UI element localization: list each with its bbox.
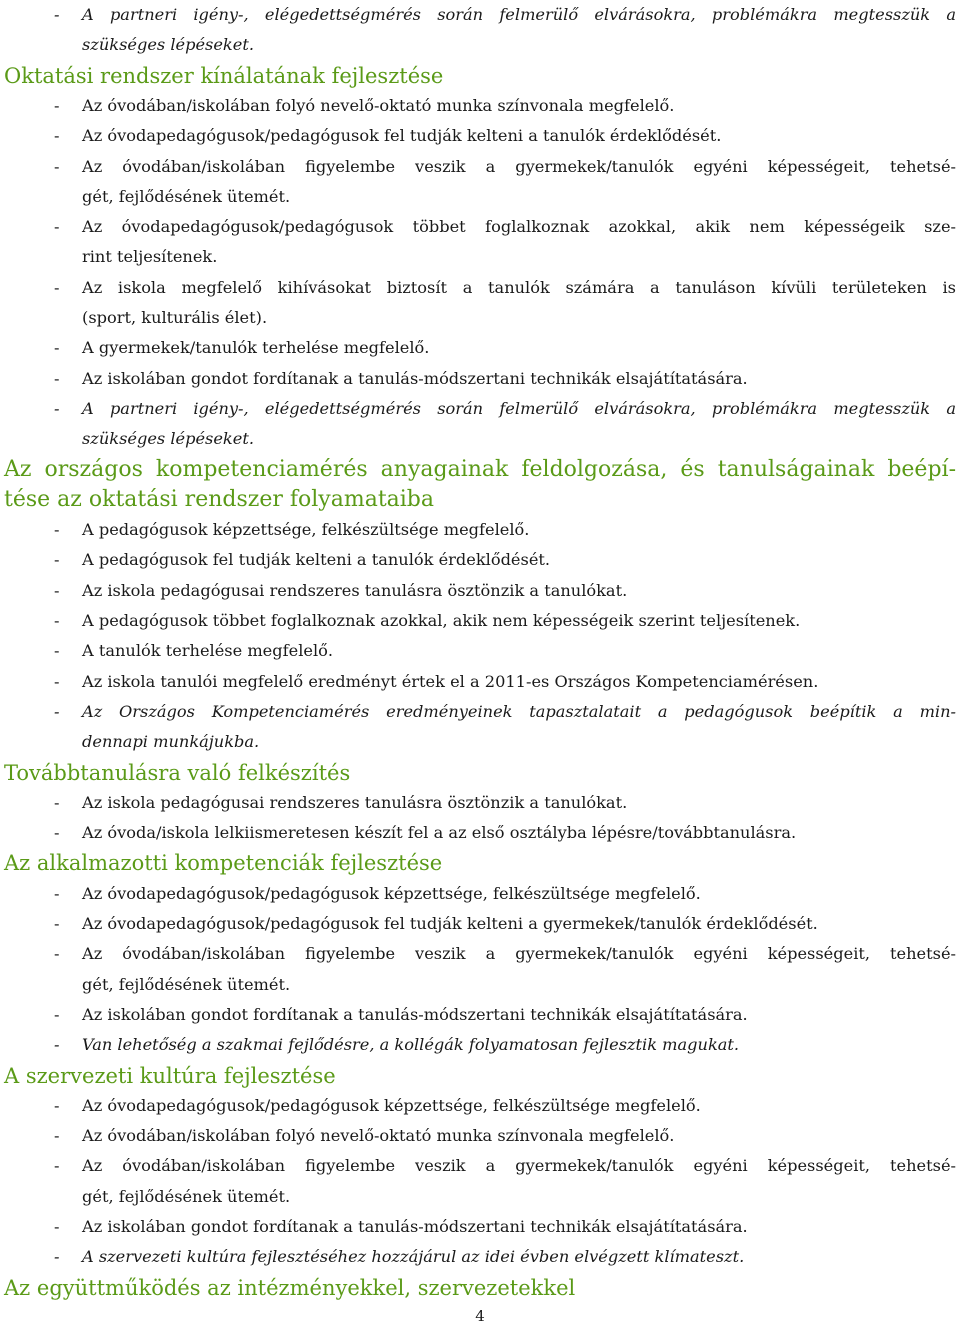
- list-item-continuation: [0, 242, 960, 272]
- bullet-dash: -: [54, 914, 60, 933]
- bullet-dash: -: [54, 581, 60, 600]
- section-heading: Az együttműködés az intézményekkel, szervezetekkel: [4, 1276, 576, 1300]
- section-heading: Oktatási rendszer kínálatának fejlesztése: [4, 64, 444, 88]
- list-item-text: A gyermekek/tanulók terhelése megfelelő.: [82, 338, 430, 357]
- list-item: [0, 394, 960, 424]
- list-item-text: Az iskola pedagógusai rendszeres tanulásra ösztönzik a tanulókat.: [82, 581, 628, 600]
- bullet-dash: -: [54, 793, 60, 812]
- list-item-text: A szervezeti kultúra fejlesztéséhez hozzájárul az idei évben elvégzett klímateszt.: [82, 1247, 745, 1266]
- list-item-continuation: [0, 1182, 960, 1212]
- list-item-text: Az óvodapedagógusok/pedagógusok többet foglalkoznak azokkal, akik nem képességeik sze-: [82, 217, 956, 236]
- bullet-dash: -: [54, 1156, 60, 1175]
- list-item-continuation: [0, 727, 960, 757]
- list-item-text: Az iskola pedagógusai rendszeres tanulásra ösztönzik a tanulókat.: [82, 793, 628, 812]
- bullet-dash: -: [54, 96, 60, 115]
- bullet-dash: -: [54, 5, 60, 24]
- page-number: 4: [475, 1307, 485, 1325]
- list-item: [0, 364, 960, 394]
- list-item: [0, 1242, 960, 1272]
- list-item-text: Az óvoda/iskola lelkiismeretesen készít fel a az első osztályba lépésre/továbbtanulásra.: [82, 823, 797, 842]
- list-item-text: Az óvodában/iskolában figyelembe veszik a gyermekek/tanulók egyéni képességeit, tehetsé-: [82, 1156, 956, 1175]
- section-heading: Az alkalmazotti kompetenciák fejlesztése: [4, 851, 443, 875]
- list-item: [0, 545, 960, 575]
- list-item-text: Az óvodában/iskolában folyó nevelő-oktató munka színvonala megfelelő.: [82, 1126, 675, 1145]
- list-item: [0, 606, 960, 636]
- list-item-text: Az óvodapedagógusok/pedagógusok fel tudják kelteni a gyermekek/tanulók érdeklődését.: [82, 914, 818, 933]
- section-heading: A szervezeti kultúra fejlesztése: [4, 1064, 336, 1088]
- list-item-text: gét, fejlődésének ütemét.: [82, 975, 291, 994]
- bullet-dash: -: [54, 1247, 60, 1266]
- list-item: [0, 667, 960, 697]
- list-item-text: Az óvodapedagógusok/pedagógusok fel tudják kelteni a tanulók érdeklődését.: [82, 126, 722, 145]
- list-item: [0, 1212, 960, 1242]
- list-item-text: Az iskola tanulói megfelelő eredményt értek el a 2011-es Országos Kompetenciamérésen.: [82, 672, 819, 691]
- list-item: [0, 91, 960, 121]
- list-item-continuation: [0, 303, 960, 333]
- bullet-dash: -: [54, 702, 60, 721]
- list-item-text: Az óvodában/iskolában figyelembe veszik a gyermekek/tanulók egyéni képességeit, tehetsé-: [82, 157, 956, 176]
- list-item-text: A pedagógusok többet foglalkoznak azokkal, akik nem képességeik szerint teljesítenek.: [82, 611, 801, 630]
- list-item: [0, 273, 960, 303]
- list-item-text: A pedagógusok fel tudják kelteni a tanulók érdeklődését.: [82, 550, 551, 569]
- list-item-text: gét, fejlődésének ütemét.: [82, 187, 291, 206]
- list-item: [0, 576, 960, 606]
- list-item-text: A partneri igény-, elégedettségmérés során felmerülő elvárásokra, problémákra megtesszük a: [82, 5, 956, 24]
- bullet-dash: -: [54, 217, 60, 236]
- list-item: [0, 121, 960, 151]
- list-item-text: Az óvodában/iskolában figyelembe veszik a gyermekek/tanulók egyéni képességeit, tehetsé-: [82, 944, 956, 963]
- list-item-text: Az iskolában gondot fordítanak a tanulás-módszertani technikák elsajátítatására.: [82, 369, 748, 388]
- section-heading: Az országos kompetenciamérés anyagainak feldolgozása, és tanulságainak beépí-: [4, 457, 956, 482]
- list-item-text: Van lehetőség a szakmai fejlődésre, a kollégák folyamatosan fejlesztik magukat.: [82, 1035, 740, 1054]
- list-item: [0, 1091, 960, 1121]
- list-item: [0, 1121, 960, 1151]
- list-item: [0, 0, 960, 30]
- list-item-text: szükséges lépéseket.: [82, 429, 254, 448]
- list-item-text: dennapi munkájukba.: [82, 732, 260, 751]
- bullet-dash: -: [54, 399, 60, 418]
- list-item-continuation: [0, 970, 960, 1000]
- bullet-dash: -: [54, 672, 60, 691]
- list-item: [0, 697, 960, 727]
- list-item: [0, 152, 960, 182]
- list-item-continuation: [0, 424, 960, 454]
- section-heading: Továbbtanulásra való felkészítés: [4, 761, 351, 785]
- list-item-text: A tanulók terhelése megfelelő.: [82, 641, 334, 660]
- bullet-dash: -: [54, 823, 60, 842]
- bullet-dash: -: [54, 641, 60, 660]
- list-item-text: Az óvodapedagógusok/pedagógusok képzettsége, felkészültsége megfelelő.: [82, 884, 701, 903]
- list-item-text: Az óvodapedagógusok/pedagógusok képzettsége, felkészültsége megfelelő.: [82, 1096, 701, 1115]
- bullet-dash: -: [54, 550, 60, 569]
- list-item-text: szükséges lépéseket.: [82, 35, 254, 54]
- list-item: [0, 788, 960, 818]
- list-item: [0, 879, 960, 909]
- bullet-dash: -: [54, 1005, 60, 1024]
- bullet-dash: -: [54, 369, 60, 388]
- list-item: [0, 1000, 960, 1030]
- list-item: [0, 212, 960, 242]
- list-item: [0, 818, 960, 848]
- list-item-text: Az óvodában/iskolában folyó nevelő-oktató munka színvonala megfelelő.: [82, 96, 675, 115]
- bullet-dash: -: [54, 1096, 60, 1115]
- list-item-text: A pedagógusok képzettsége, felkészültsége megfelelő.: [82, 520, 530, 539]
- list-item-text: Az Országos Kompetenciamérés eredményeinek tapasztalatait a pedagógusok beépítik a min-: [82, 702, 956, 721]
- bullet-dash: -: [54, 884, 60, 903]
- list-item: [0, 909, 960, 939]
- list-item-text: Az iskola megfelelő kihívásokat biztosít a tanulók számára a tanuláson kívüli területeken is: [82, 278, 956, 297]
- list-item: [0, 515, 960, 545]
- list-item-continuation: [0, 182, 960, 212]
- list-item: [0, 1151, 960, 1181]
- bullet-dash: -: [54, 126, 60, 145]
- bullet-dash: -: [54, 1217, 60, 1236]
- list-item-continuation: [0, 30, 960, 60]
- bullet-dash: -: [54, 1035, 60, 1054]
- bullet-dash: -: [54, 338, 60, 357]
- list-item-text: A partneri igény-, elégedettségmérés során felmerülő elvárásokra, problémákra megtesszük a: [82, 399, 956, 418]
- bullet-dash: -: [54, 1126, 60, 1145]
- list-item-text: Az iskolában gondot fordítanak a tanulás-módszertani technikák elsajátítatására.: [82, 1217, 748, 1236]
- section-heading: tése az oktatási rendszer folyamataiba: [4, 487, 435, 512]
- bullet-dash: -: [54, 944, 60, 963]
- bullet-dash: -: [54, 157, 60, 176]
- list-item: [0, 333, 960, 363]
- list-item-text: (sport, kulturális élet).: [82, 308, 268, 327]
- list-item-text: Az iskolában gondot fordítanak a tanulás-módszertani technikák elsajátítatására.: [82, 1005, 748, 1024]
- list-item-text: gét, fejlődésének ütemét.: [82, 1187, 291, 1206]
- list-item: [0, 1030, 960, 1060]
- list-item: [0, 636, 960, 666]
- bullet-dash: -: [54, 611, 60, 630]
- bullet-dash: -: [54, 520, 60, 539]
- list-item: [0, 939, 960, 969]
- bullet-dash: -: [54, 278, 60, 297]
- list-item-text: rint teljesítenek.: [82, 247, 218, 266]
